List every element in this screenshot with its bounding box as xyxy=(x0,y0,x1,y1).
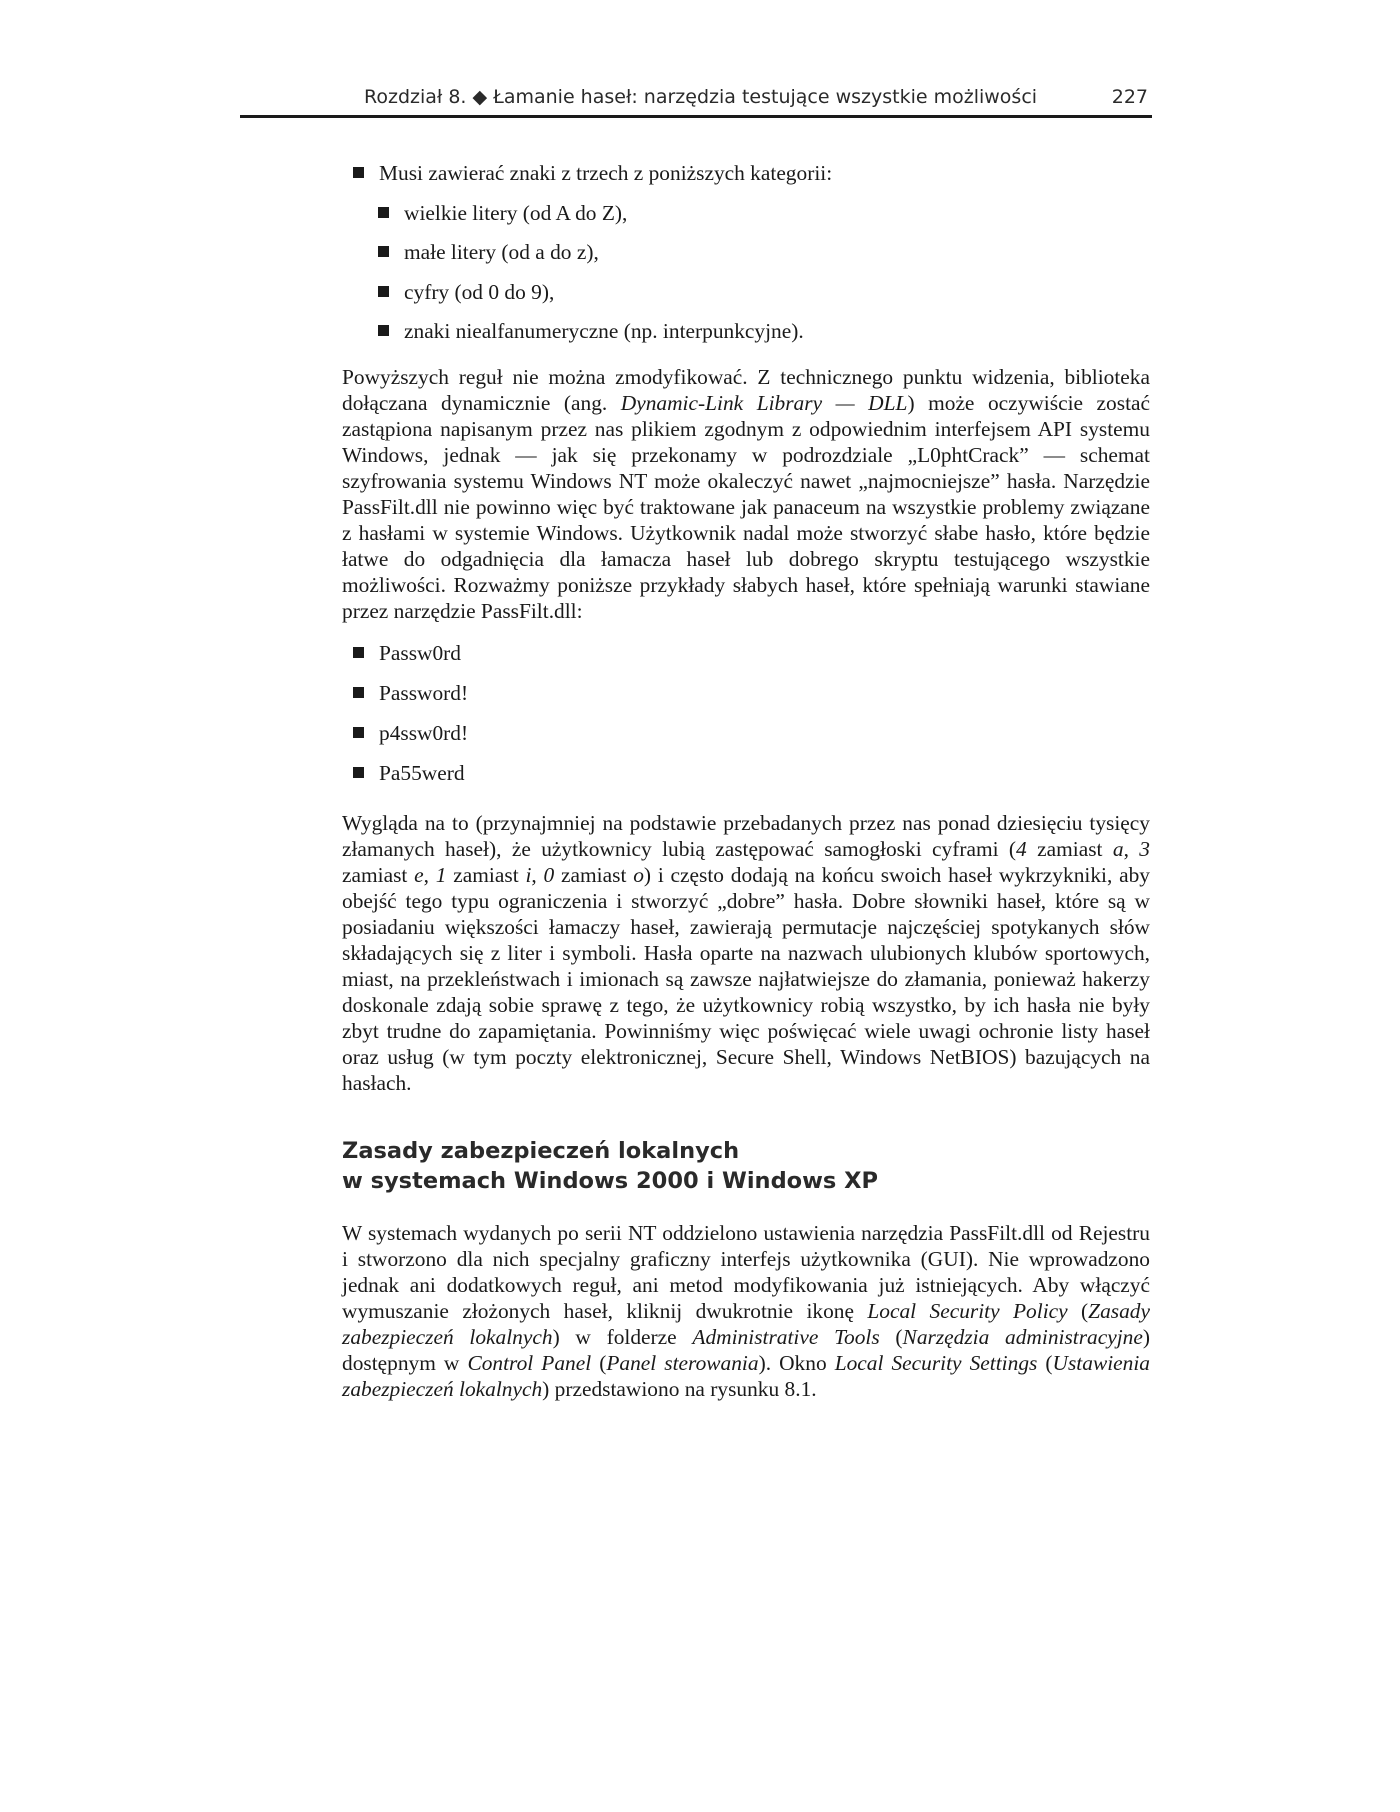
italic-span: 4 xyxy=(1016,837,1027,861)
example-passwords-list xyxy=(342,640,1150,786)
italic-span: Ustawienia zabezpieczeń lokalnych xyxy=(342,1351,1150,1401)
list-item xyxy=(342,760,1150,786)
section-heading xyxy=(342,1136,1150,1196)
paragraph xyxy=(342,364,1150,624)
italic-span: Local Security Settings xyxy=(834,1351,1038,1375)
running-header xyxy=(240,82,1152,114)
text-span: ( xyxy=(879,1325,903,1349)
square-bullet-icon xyxy=(353,767,364,778)
text-span: , xyxy=(1123,837,1140,861)
list-item-text: Pa55werd xyxy=(379,761,465,785)
page-number: 227 xyxy=(1111,86,1148,108)
italic-span: Panel sterowania xyxy=(606,1351,759,1375)
section-heading-line: w systemach Windows 2000 i Windows XP xyxy=(342,1168,878,1194)
italic-span: 3 xyxy=(1139,837,1150,861)
text-span: Wygląda na to (przynajmniej na podstawie przebadanych przez nas ponad dziesięciu tysięcy złamanych haseł), że użytkownicy lubią zastępować samogłoski cyframi ( xyxy=(342,811,1150,861)
list-item xyxy=(342,680,1150,706)
list-item xyxy=(367,239,1150,265)
italic-span: Local Security Policy xyxy=(867,1299,1068,1323)
header-rule xyxy=(240,115,1152,118)
text-span: zamiast xyxy=(1026,837,1113,861)
list-item-text: wielkie litery (od A do Z), xyxy=(404,200,628,225)
italic-span: i xyxy=(525,863,532,887)
section-heading-line: Zasady zabezpieczeń lokalnych xyxy=(342,1138,740,1164)
list-item xyxy=(342,640,1150,666)
italic-span: Dynamic-Link Library — DLL xyxy=(620,391,908,415)
square-bullet-icon xyxy=(353,167,364,178)
list-item-text: małe litery (od a do z), xyxy=(404,240,599,264)
italic-span: Administrative Tools xyxy=(692,1325,880,1349)
text-span: zamiast xyxy=(342,863,415,887)
italic-span: a xyxy=(1112,837,1124,861)
list-item-text: Password! xyxy=(379,681,469,705)
text-span: ( xyxy=(1067,1299,1089,1323)
list-item xyxy=(367,279,1150,305)
requirements-list xyxy=(342,160,1150,344)
italic-span: 1 xyxy=(435,863,447,887)
text-span: Powyższych reguł nie można zmodyfikować. Z technicznego punktu widzenia, biblioteka dołączana dynamicznie (ang. xyxy=(342,365,1150,415)
italic-span: Control Panel xyxy=(467,1351,592,1375)
list-item-text: cyfry (od 0 do 9), xyxy=(404,279,555,304)
list-item-text: Musi zawierać znaki z trzech z poniższych kategorii: xyxy=(379,161,833,185)
page-body xyxy=(342,160,1150,1402)
square-bullet-icon xyxy=(378,325,389,336)
text-span: zamiast xyxy=(446,863,526,887)
italic-span: 0 xyxy=(543,863,555,887)
text-span: ) w folderze xyxy=(552,1325,693,1349)
list-item xyxy=(367,318,1150,344)
square-bullet-icon xyxy=(378,286,389,297)
text-span: ( xyxy=(591,1351,607,1375)
text-span: , xyxy=(423,863,436,887)
list-item-text: znaki niealfanumeryczne (np. interpunkcyjne). xyxy=(404,319,804,343)
text-span: zamiast xyxy=(554,863,634,887)
list-item-text: p4ssw0rd! xyxy=(379,721,469,745)
paragraph xyxy=(342,810,1150,1096)
italic-span: Zasady zabezpieczeń lokalnych xyxy=(342,1299,1150,1349)
text-span: ( xyxy=(1037,1351,1053,1375)
text-span: W systemach wydanych po serii NT oddzielono ustawienia narzędzia PassFilt.dll od Rejestru i stworzono dla nich specjalny graficzny interfejs użytkownika (GUI). Nie wprowadzono jednak ani dodatkowych reguł, ani metod modyfikowania już istniejących. Aby włączyć wymuszanie złożonych haseł, kliknij dwukrotnie ikonę xyxy=(342,1221,1150,1323)
list-item xyxy=(367,200,1150,226)
square-bullet-icon xyxy=(353,687,364,698)
square-bullet-icon xyxy=(378,246,389,257)
square-bullet-icon xyxy=(353,647,364,658)
text-span: ) i często dodają na końcu swoich haseł wykrzykniki, aby obejść tego typu ograniczenia i stworzyć „dobre” hasła. Dobre słowniki haseł, które są w posiadaniu większości łamaczy haseł, zawierają permutacje najczęściej spotykanych słów składających się z liter i symboli. Hasła oparte na nazwach ulubionych klubów sportowych, miast, na przekleństwach i imionach są zawsze najłatwiejsze do złamania, ponieważ hakerzy doskonale zdają sobie sprawę z tego, że użytkownicy robią wszystko, by ich hasła nie były zbyt trudne do zapamiętania. Powinniśmy więc poświęcać wiele uwagi ochronie listy haseł oraz usług (w tym poczty elektronicznej, Secure Shell, Windows NetBIOS) bazujących na hasłach. xyxy=(342,863,1150,1095)
paragraph xyxy=(342,1220,1150,1402)
chapter-title: Rozdział 8. ◆ Łamanie haseł: narzędzia testujące wszystkie możliwości xyxy=(364,86,1038,108)
italic-span: e xyxy=(414,863,424,887)
italic-span: Narzędzia administracyjne xyxy=(902,1325,1143,1349)
text-span: ) może oczywiście zostać zastąpiona napisanym przez nas plikiem zgodnym z odpowiednim interfejsem API systemu Windows, jednak — jak się przekonamy w podrozdziale „L0phtCrack” — schemat szyfrowania systemu Windows NT może okaleczyć nawet „najmocniejsze” hasła. Narzędzie PassFilt.dll nie powinno więc być traktowane jak panaceum na wszystkie problemy związane z hasłami w systemie Windows. Użytkownik nadal może stworzyć słabe hasło, które będzie łatwe do odgadnięcia dla łamacza haseł lub dobrego skryptu testującego wszystkie możliwości. Rozważmy poniższe przykłady słabych haseł, które spełniają warunki stawiane przez narzędzie PassFilt.dll: xyxy=(342,391,1150,623)
list-item-text: Passw0rd xyxy=(379,641,462,665)
list-item xyxy=(342,160,1150,344)
square-bullet-icon xyxy=(353,727,364,738)
list-item xyxy=(342,720,1150,746)
text-span: ) przedstawiono na rysunku 8.1. xyxy=(542,1377,817,1401)
text-span: ). Okno xyxy=(758,1351,835,1375)
square-bullet-icon xyxy=(378,207,389,218)
categories-list xyxy=(367,200,1150,345)
italic-span: o xyxy=(633,863,644,887)
text-span: ) dostępnym w xyxy=(342,1325,1150,1375)
text-span: , xyxy=(531,863,544,887)
